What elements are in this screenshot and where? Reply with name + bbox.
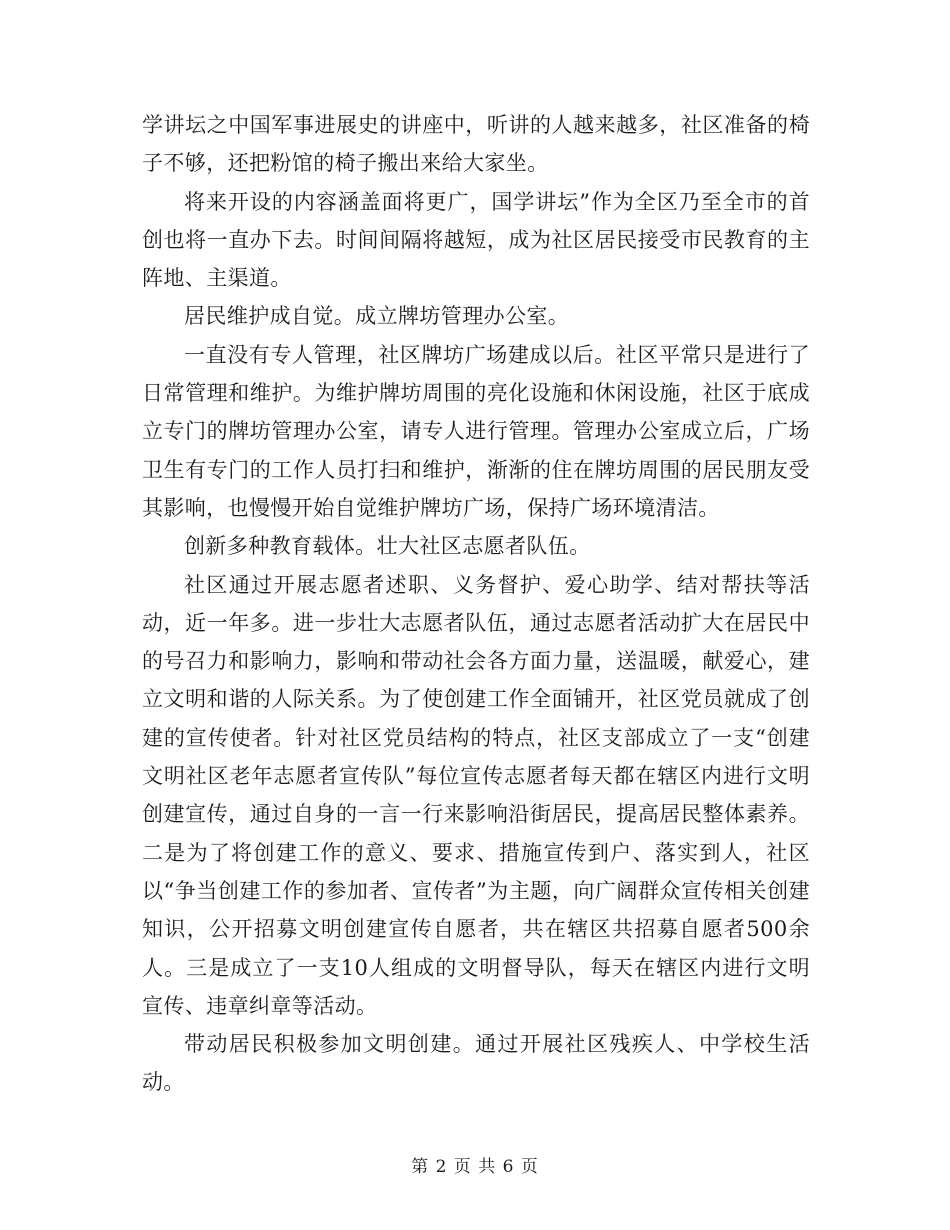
paragraph-1: 学讲坛之中国军事进展史的讲座中，听讲的人越来越多，社区准备的椅子不够，还把粉馆的椅子搬出来给大家坐。	[142, 113, 810, 176]
document-body	[142, 106, 810, 1102]
page-footer: 第 2 页 共 6 页	[411, 1157, 539, 1177]
paragraph-4: 一直没有专人管理，社区牌坊广场建成以后。社区平常只是进行了日常管理和维护。为维护牌坊周围的亮化设施和休闲设施，社区于底成立专门的牌坊管理办公室，请专人进行管理。管理办公室成立后，广场卫生有专门的工作人员打扫和维护，渐渐的住在牌坊周围的居民朋友受其影响，也慢慢开始自觉维护牌坊广场，保持广场环境清洁。	[142, 342, 810, 520]
paragraph-2: 将来开设的内容涵盖面将更广，国学讲坛”作为全区乃至全市的首创也将一直办下去。时间间隔将越短，成为社区居民接受市民教育的主阵地、主渠道。	[142, 189, 810, 291]
paragraph-6: 社区通过开展志愿者述职、义务督护、爱心助学、结对帮扶等活动，近一年多。进一步壮大志愿者队伍，通过志愿者活动扩大在居民中的号召力和影响力，影响和带动社会各方面力量，送温暖，献爱心，建立文明和谐的人际关系。为了使创建工作全面铺开，社区党员就成了创建的宣传使者。针对社区党员结构的特点，社区支部成立了一支“创建文明社区老年志愿者宣传队”每位宣传志愿者每天都在辖区内进行文明创建宣传，通过自身的一言一行来影响沿街居民，提高居民整体素养。二是为了将创建工作的意义、要求、措施宣传到户、落实到人，社区以“争当创建工作的参加者、宣传者”为主题，向广阔群众宣传相关创建知识，公开招募文明创建宣传自愿者，共在辖区共招募自愿者500余人。三是成立了一支10人组成的文明督导队，每天在辖区内进行文明宣传、违章纠章等活动。	[142, 572, 810, 1018]
paragraph-5-heading: 创新多种教育载体。壮大社区志愿者队伍。	[184, 534, 591, 559]
paragraph-3-heading: 居民维护成自觉。成立牌坊管理办公室。	[184, 304, 570, 329]
paragraph-7: 带动居民积极参加文明创建。通过开展社区残疾人、中学校生活动。	[142, 1032, 810, 1095]
